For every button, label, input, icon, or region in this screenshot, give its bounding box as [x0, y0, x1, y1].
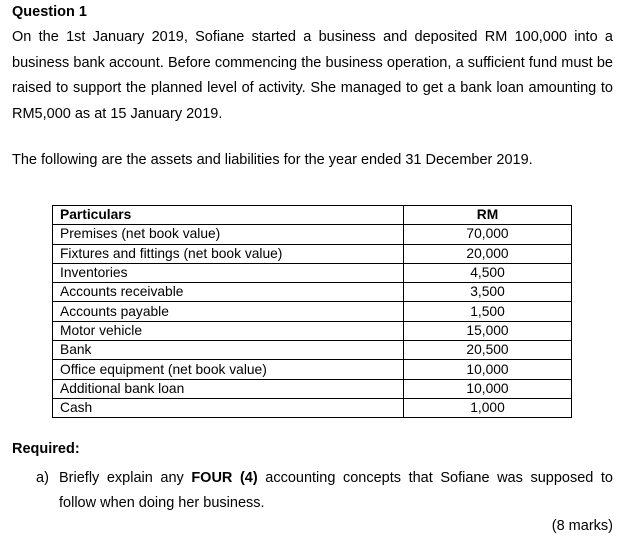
particular-cell: Premises (net book value)	[53, 225, 404, 244]
table-header-row	[53, 206, 572, 225]
amount-cell: 10,000	[404, 360, 572, 379]
table-row	[53, 360, 572, 379]
particular-cell: Cash	[53, 398, 404, 417]
required-heading: Required:	[12, 441, 80, 457]
table-row	[53, 302, 572, 321]
table-row	[53, 244, 572, 263]
required-item-a	[36, 466, 613, 516]
particular-cell: Fixtures and fittings (net book value)	[53, 244, 404, 263]
amount-cell: 20,500	[404, 341, 572, 360]
question-title: Question 1	[12, 4, 87, 20]
amount-cell: 10,000	[404, 379, 572, 398]
table-row	[53, 225, 572, 244]
item-text-line-1	[59, 466, 613, 491]
item-text-emphasis: FOUR (4)	[191, 470, 258, 486]
amount-cell: 20,000	[404, 244, 572, 263]
amount-cell: 1,000	[404, 398, 572, 417]
item-text-line-2: follow when doing her business.	[59, 495, 265, 511]
particulars-header: Particulars	[53, 206, 404, 225]
particular-cell: Additional bank loan	[53, 379, 404, 398]
marks-label: (8 marks)	[551, 518, 613, 534]
amount-cell: 70,000	[404, 225, 572, 244]
particular-cell: Accounts receivable	[53, 283, 404, 302]
amount-cell: 1,500	[404, 302, 572, 321]
amount-header: RM	[404, 206, 572, 225]
table-row	[53, 341, 572, 360]
particular-cell: Bank	[53, 341, 404, 360]
particular-cell: Inventories	[53, 263, 404, 282]
amount-cell: 4,500	[404, 263, 572, 282]
table-row	[53, 263, 572, 282]
particular-cell: Office equipment (net book value)	[53, 360, 404, 379]
table-row	[53, 283, 572, 302]
item-letter: a)	[36, 470, 49, 486]
table-row	[53, 379, 572, 398]
particular-cell: Accounts payable	[53, 302, 404, 321]
table-intro-paragraph: The following are the assets and liabilities for the year ended 31 December 2019.	[12, 152, 533, 168]
amount-cell: 15,000	[404, 321, 572, 340]
amount-cell: 3,500	[404, 283, 572, 302]
table-row	[53, 321, 572, 340]
assets-liabilities-table	[52, 205, 572, 418]
item-text-before: Briefly explain any	[59, 470, 192, 486]
item-text	[59, 466, 613, 516]
item-text-after: accounting concepts that Sofiane was supposed to	[257, 470, 613, 486]
question-intro-paragraph: On the 1st January 2019, Sofiane started a business and deposited RM 100,000 into a business bank account. Before commencing the business operation, a sufficient fund must be raised to support the planned level of activity. She managed to get a bank loan amounting to RM5,000 as at 15 January 2019.	[12, 29, 613, 122]
table-row	[53, 398, 572, 417]
particular-cell: Motor vehicle	[53, 321, 404, 340]
